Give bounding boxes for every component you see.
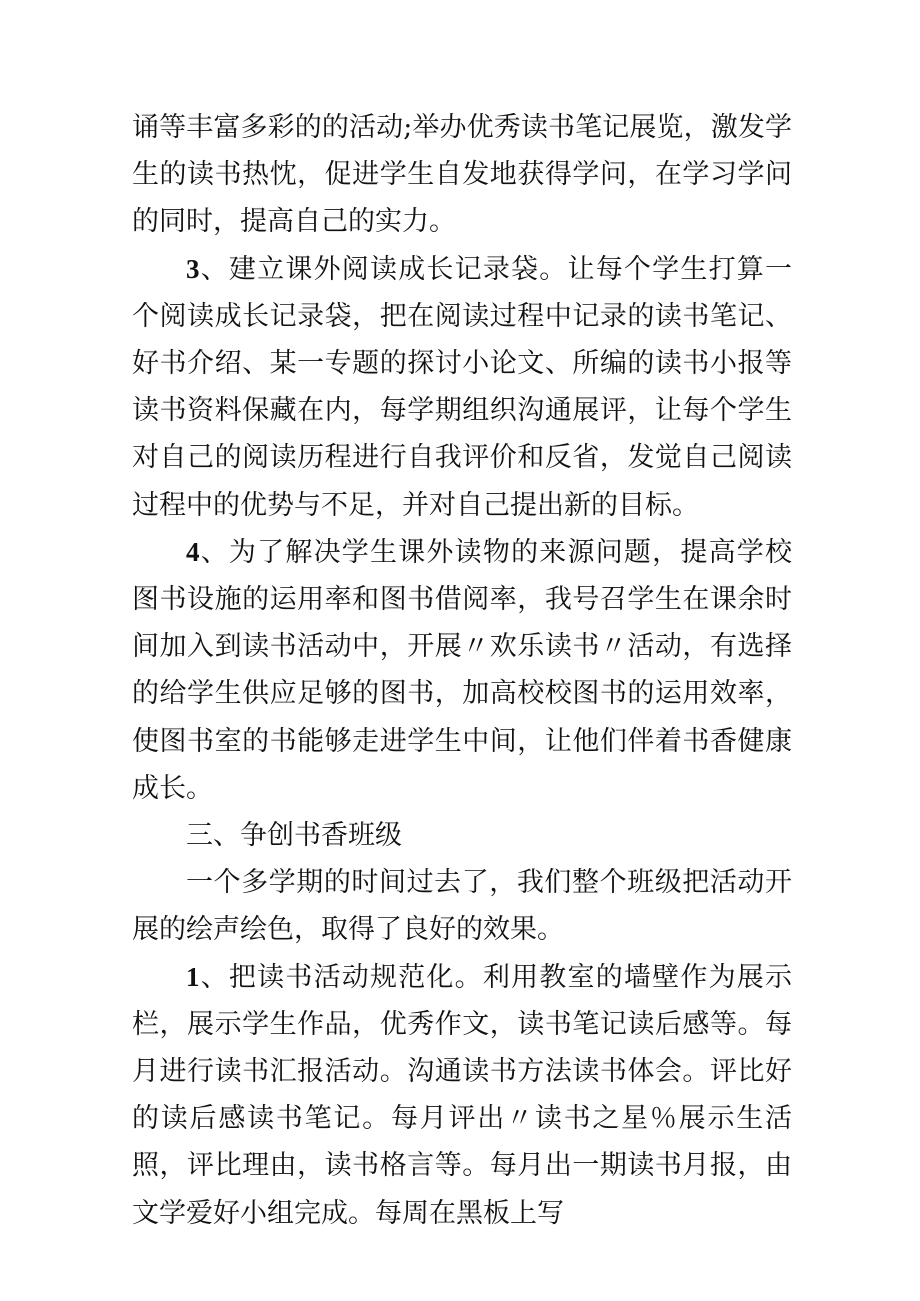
paragraph-text: 一个多学期的时间过去了，我们整个班级把活动开展的绘声绘色，取得了良好的效果。 [132, 867, 792, 946]
document-body [132, 104, 792, 1237]
item-number: 4 [186, 536, 200, 567]
paragraph-continuation [132, 104, 792, 246]
paragraph-text: 诵等丰富多彩的的活动;举办优秀读书笔记展览，激发学生的读书热忱，促进学生自发地获得学问，在学习学问的同时，提高自己的实力。 [132, 112, 792, 238]
section-heading [132, 812, 792, 859]
paragraph-text: 、为了解决学生课外读物的来源问题，提高学校图书设施的运用率和图书借阅率，我号召学生在课余时间加入到读书活动中，开展〃欢乐读书〃活动，有选择的给学生供应足够的图书，加高校校图书的运用效率，使图书室的书能够走进学生中间，让他们伴着书香健康成长。 [132, 536, 792, 804]
paragraph-item-4 [132, 529, 792, 812]
paragraph-text: 、把读书活动规范化。利用教室的墙壁作为展示栏，展示学生作品，优秀作文，读书笔记读后感等。每月进行读书汇报活动。沟通读书方法读书体会。评比好的读后感读书笔记。每月评出〃读书之星％展示生活照，评比理由，读书格言等。每月出一期读书月报，由文学爱好小组完成。每周在黑板上写 [132, 961, 792, 1229]
paragraph-text: 、建立课外阅读成长记录袋。让每个学生打算一个阅读成长记录袋，把在阅读过程中记录的读书笔记、好书介绍、某一专题的探讨小论文、所编的读书小报等读书资料保藏在内，每学期组织沟通展评，让每个学生对自己的阅读历程进行自我评价和反省，发觉自己阅读过程中的优势与不足，并对自己提出新的目标。 [132, 253, 792, 521]
item-number: 1 [186, 961, 200, 992]
paragraph-summary [132, 859, 792, 953]
paragraph-item-3 [132, 246, 792, 529]
paragraph-item-1 [132, 954, 792, 1237]
section-heading-text: 三、争创书香班级 [186, 820, 402, 852]
item-number: 3 [186, 253, 200, 284]
